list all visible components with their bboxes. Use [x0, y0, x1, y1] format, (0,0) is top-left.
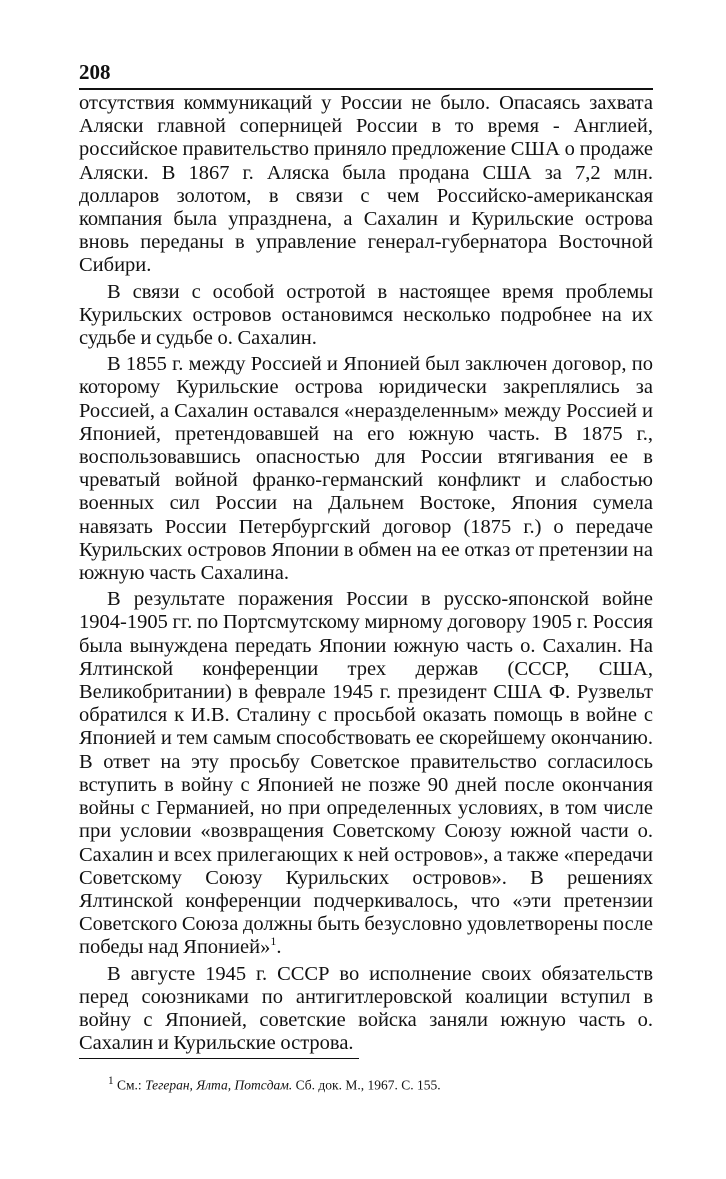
- footnote: [108, 1073, 653, 1094]
- footnote-title: Тегеран, Ялта, Потсдам.: [145, 1077, 293, 1093]
- body-text: [79, 92, 653, 1058]
- paragraph-2: В связи с особой остротой в настоящее время проблемы Курильских островов остановимся несколько подробнее на их судьбе и судьбе о. Сахалин.: [79, 280, 653, 350]
- header-rule: [79, 88, 653, 90]
- footnote-marker: 1: [108, 1075, 114, 1087]
- paragraph-1: отсутствия коммуникаций у России не было. Опасаясь захвата Аляски главной соперницей России в то время - Англией, российское правительство приняло предложение США о продаже Аляски. В 1867 г. Аляска была продана США за 7,2 млн. долларов золотом, в связи с чем Российско-американская компания была упразднена, а Сахалин и Курильские острова вновь переданы в управление генерал-губернатора Восточной Сибири.: [79, 92, 653, 277]
- paragraph-5: В августе 1945 г. СССР во исполнение своих обязательств перед союзниками по антигитлеровской коалиции вступил в войну с Японией, советские войска заняли южную часть о. Сахалин и Курильские острова.: [79, 962, 653, 1055]
- footnote-rest: Сб. док. М., 1967. С. 155.: [295, 1077, 441, 1093]
- footnote-prefix: См.:: [117, 1077, 142, 1093]
- page-number: 208: [79, 60, 111, 84]
- paragraph-3: В 1855 г. между Россией и Японией был заключен договор, по которому Курильские острова юридически закреплялись за Россией, а Сахалин оставался «неразделенным» между Россией и Японией, претендовавшей на его южную часть. В 1875 г., воспользовавшись опасностью для России втягивания ее в чреватый войной франко-германский конфликт и слабостью военных сил России на Дальнем Востоке, Япония сумела навязать России Петербургский договор (1875 г.) о передаче Курильских островов Японии в обмен на ее отказ от претензии на южную часть Сахалина.: [79, 353, 653, 585]
- footnote-rule: [79, 1058, 359, 1059]
- footnote-reference: 1: [270, 934, 277, 949]
- paragraph-4: В результате поражения России в русско-японской войне 1904-1905 гг. по Портсмутскому мирному договору 1905 г. Россия была вынуждена передать Японии южную часть о. Сахалин. На Ялтинской конференции трех держав (СССР, США, Великобритании) в феврале 1945 г. президент США Ф. Рузвельт обратился к И.В. Сталину с просьбой оказать помощь в войне с Японией и тем самым способствовать ее скорейшему окончанию. В ответ на эту просьбу Советское правительство согласилось вступить в войну с Японией не позже 90 дней после окончания войны с Германией, но при определенных условиях, в том числе при условии «возвращения Советскому Союзу южной части о. Сахалин и всех прилегающих к ней островов», а также «передачи Советскому Союзу Курильских островов». В решениях Ялтинской конференции подчеркивалось, что «эти претензии Советского Союза должны быть безусловно удовлетворены после победы над Японией»$^1$.: [79, 588, 653, 959]
- paragraph-4-text: В результате поражения России в русско-японской войне 1904-1905 гг. по Портсмутскому мирному договору 1905 г. Россия была вынуждена передать Японии южную часть о. Сахалин. На Ялтинской конференции трех держав (СССР, США, Великобритании) в феврале 1945 г. президент США Ф. Рузвельт обратился к И.В. Сталину с просьбой оказать помощь в войне с Японией и тем самым способствовать ее скорейшему окончанию. В ответ на эту просьбу Советское правительство согласилось вступить в войну с Японией не позже 90 дней после окончания войны с Германией, но при определенных условиях, в том числе при условии «возвращения Советскому Союзу южной части о. Сахалин и всех прилегающих к ней островов», а также «передачи Советскому Союзу Курильских островов». В решениях Ялтинской конференции подчеркивалось, что «эти претензии Советского Союза должны быть безусловно удовлетворены после победы над Японией»: [79, 588, 653, 959]
